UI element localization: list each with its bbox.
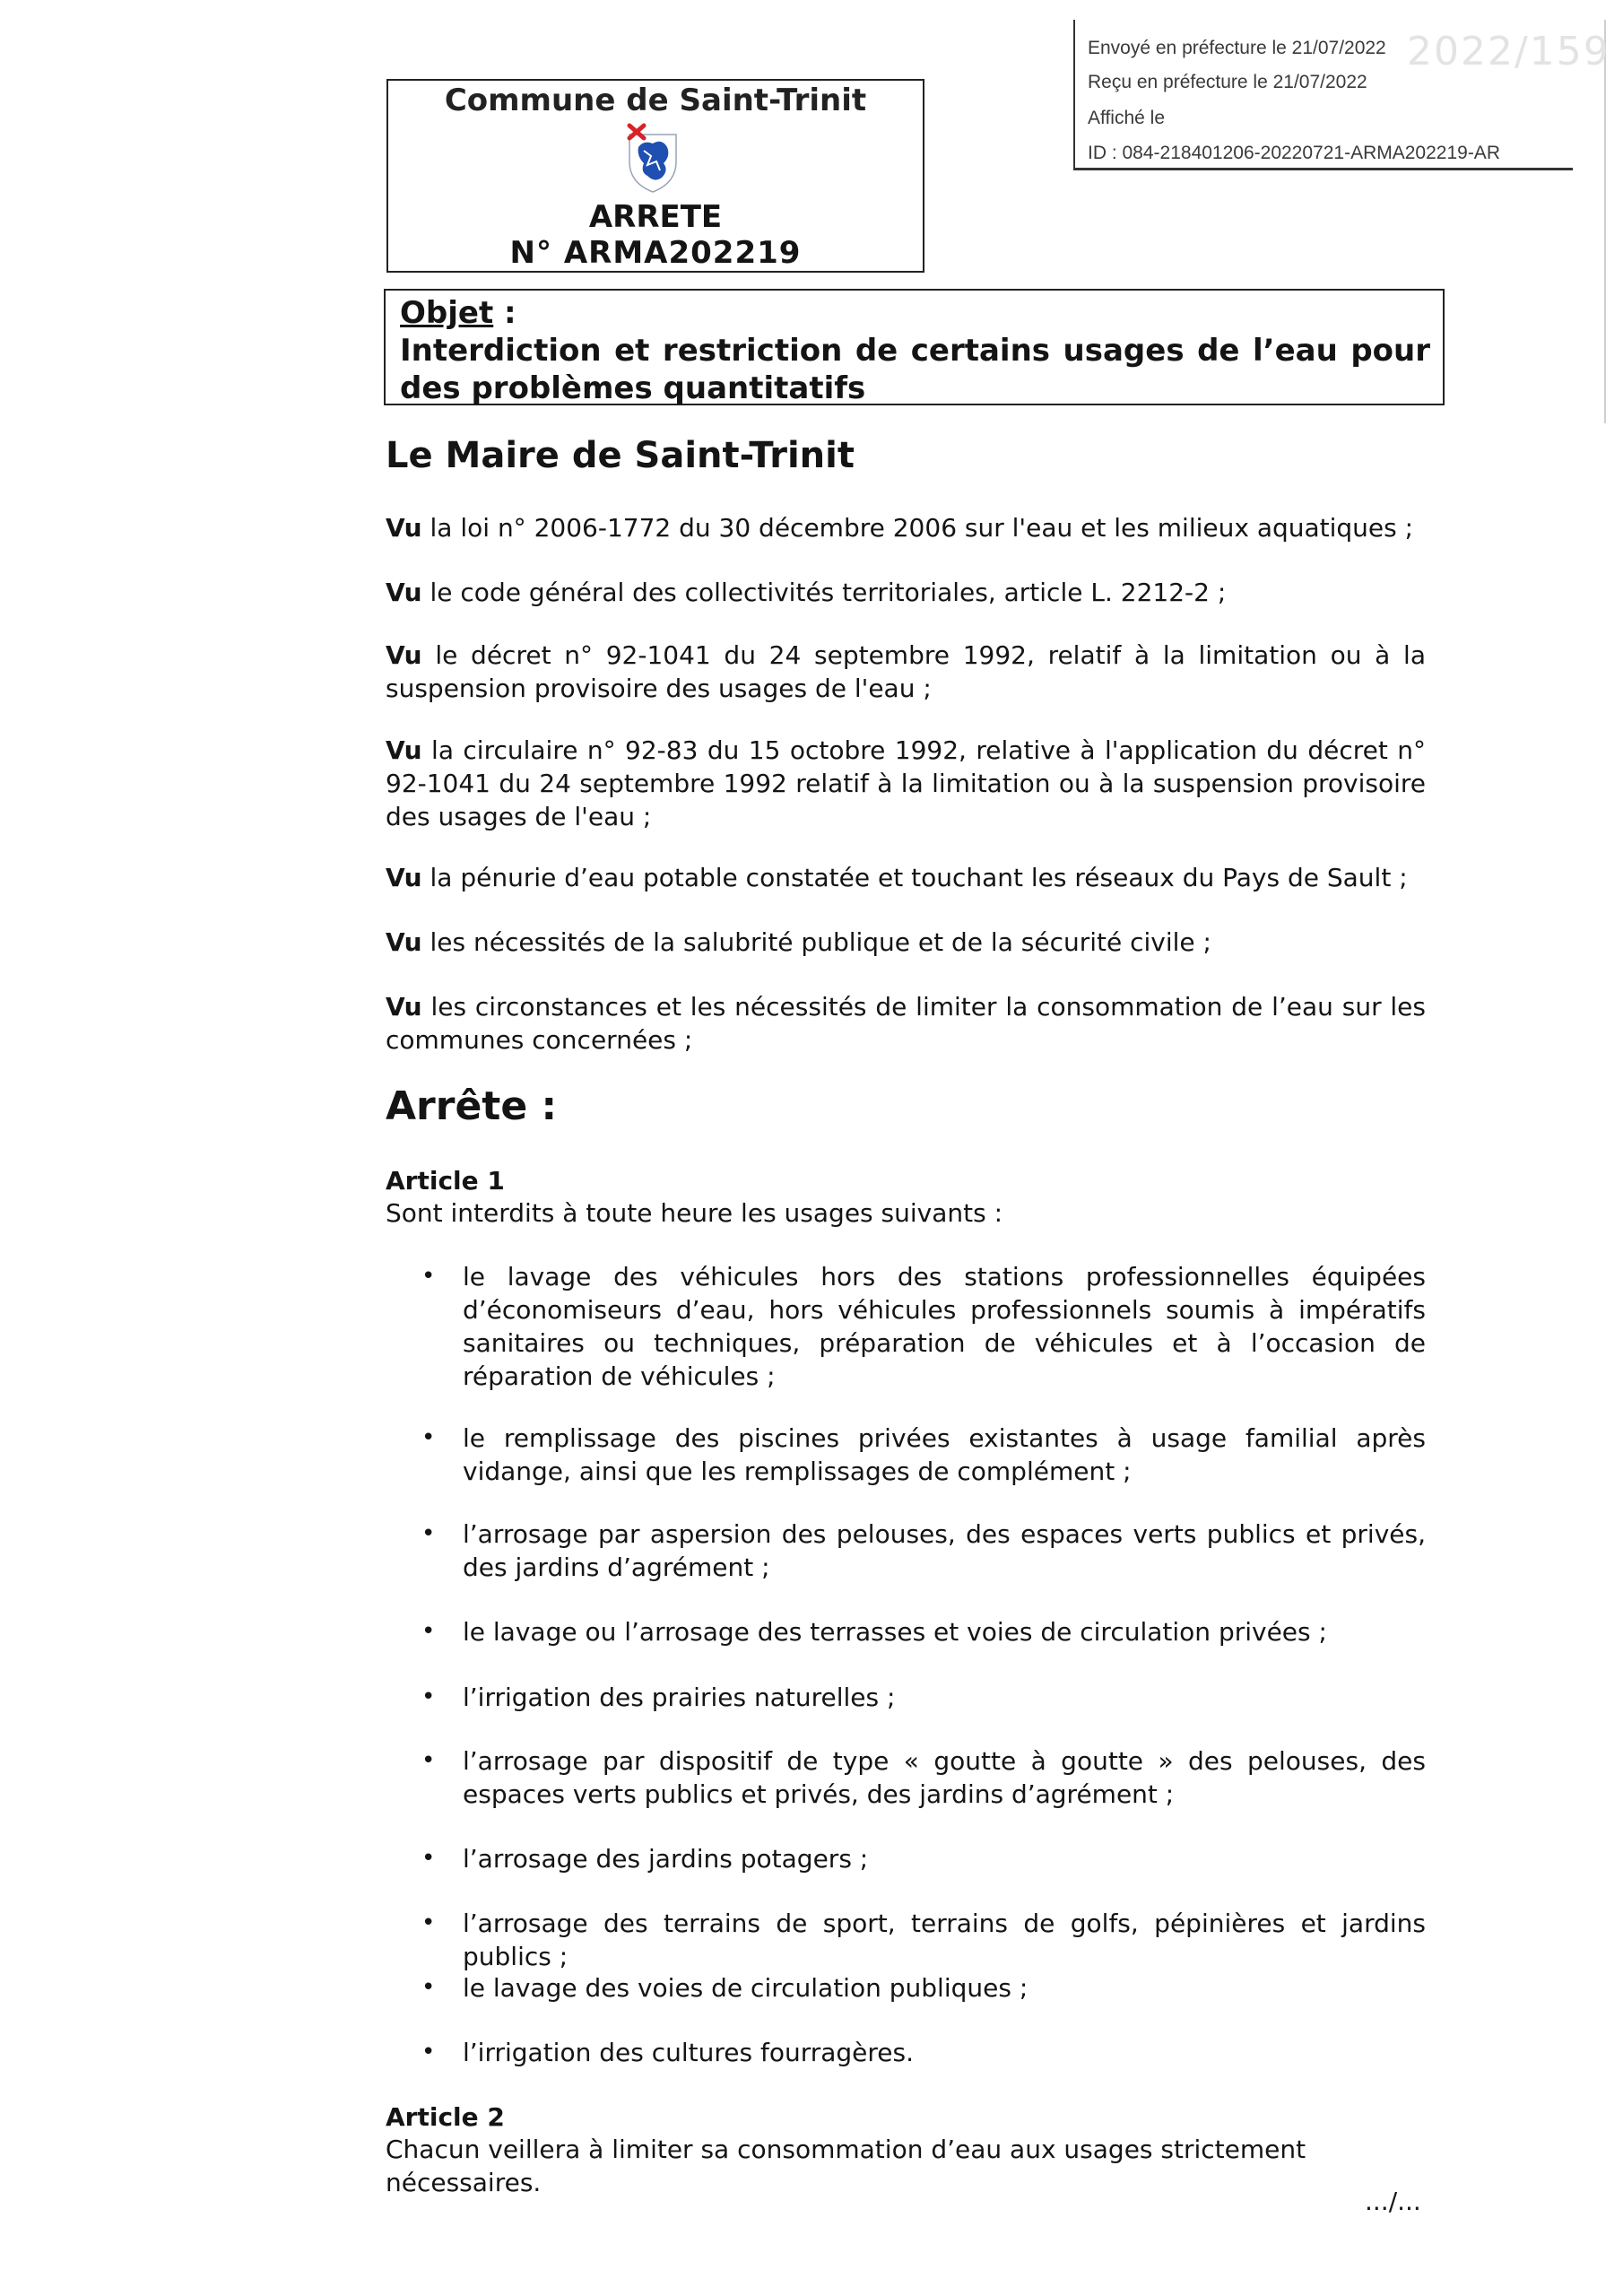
vu-keyword: Vu: [386, 640, 422, 670]
stamp-posted: Affiché le: [1088, 108, 1165, 128]
consideration-item: [386, 861, 1426, 894]
document-header: [386, 79, 924, 273]
list-item-text: le remplissage des piscines privées existantes à usage familial après vidange, ainsi que les remplissages de complément ;: [463, 1423, 1426, 1486]
list-item-text: le lavage des voies de circulation publiques ;: [463, 1973, 1028, 2003]
register-number: 2022/159: [1407, 29, 1610, 74]
consideration-text: la circulaire n° 92-83 du 15 octobre 1992, relative à l'application du décret n° 92-1041 du 24 septembre 1992 relatif à la limitation ou à la suspension provisoire des usages de l'eau ;: [386, 735, 1426, 831]
list-item-text: l’arrosage des jardins potagers ;: [463, 1844, 869, 1874]
list-item: [421, 2036, 1426, 2069]
bullet-icon: •: [421, 1263, 436, 1290]
page-edge-line: [1604, 20, 1606, 423]
article-1-intro: Sont interdits à toute heure les usages suivants :: [386, 1198, 1003, 1228]
stamp-sent-date: Envoyé en préfecture le 21/07/2022: [1088, 38, 1386, 58]
consideration-item: [386, 639, 1426, 705]
article-1-title: Article 1: [386, 1166, 505, 1196]
subject-box: [384, 289, 1445, 405]
subject-text: Interdiction et restriction de certains usages de l’eau pour des problèmes quantitatifs: [400, 333, 1430, 406]
consideration-text: le décret n° 92-1041 du 24 septembre 1992, relatif à la limitation ou à la suspension provisoire des usages de l'eau ;: [386, 640, 1426, 703]
list-item: [421, 1518, 1426, 1584]
list-item-text: le lavage des véhicules hors des stations professionnelles équipées d’économiseurs d’eau, hors véhicules professionnels soumis à impératifs sanitaires ou techniques, préparation de véhicules et à l’occasion de réparation de véhicules ;: [463, 1262, 1426, 1391]
consideration-item: [386, 990, 1426, 1057]
act-type: ARRETE: [588, 199, 723, 235]
bullet-icon: •: [421, 2039, 436, 2066]
list-item: [421, 1842, 1426, 1875]
list-item: [421, 1744, 1426, 1811]
list-item-text: l’arrosage par dispositif de type « goutte à goutte » des pelouses, des espaces verts publics et privés, des jardins d’agrément ;: [463, 1746, 1426, 1809]
bullet-icon: •: [421, 1683, 436, 1710]
decision-heading: Arrête :: [386, 1083, 558, 1129]
subject-label: Objet: [400, 295, 494, 331]
stamp-id: ID : 084-218401206-20220721-ARMA202219-AR: [1088, 143, 1500, 163]
consideration-text: les circonstances et les nécessités de limiter la consommation de l’eau sur les communes concernées ;: [386, 992, 1426, 1055]
list-item-text: l’arrosage des terrains de sport, terrains de golfs, pépinières et jardins publics ;: [463, 1909, 1426, 1971]
consideration-item: [386, 734, 1426, 833]
consideration-text: la loi n° 2006-1772 du 30 décembre 2006 sur l'eau et les milieux aquatiques ;: [421, 513, 1414, 543]
list-item-text: l’arrosage par aspersion des pelouses, des espaces verts publics et privés, des jardins d’agrément ;: [463, 1519, 1426, 1582]
bullet-icon: •: [421, 1520, 436, 1547]
vu-keyword: Vu: [386, 735, 422, 765]
vu-keyword: Vu: [386, 927, 422, 957]
bullet-icon: •: [421, 1974, 436, 2001]
list-item: [421, 1681, 1426, 1714]
consideration-text: les nécessités de la salubrité publique et de la sécurité civile ;: [421, 927, 1211, 957]
list-item: [421, 1422, 1426, 1488]
bullet-icon: •: [421, 1845, 436, 1872]
consideration-item: [386, 926, 1426, 959]
article-2-title: Article 2: [386, 2102, 505, 2132]
article-2-text: Chacun veillera à limiter sa consommation d’eau aux usages strictement nécessaires.: [386, 2135, 1306, 2197]
prefecture-stamp: [1073, 20, 1610, 170]
bullet-icon: •: [421, 1618, 436, 1645]
list-item: [421, 1971, 1426, 2005]
list-item-text: l’irrigation des prairies naturelles ;: [463, 1683, 896, 1712]
vu-keyword: Vu: [386, 863, 422, 892]
mayor-title: Le Maire de Saint-Trinit: [386, 435, 855, 476]
coat-of-arms-icon: [617, 120, 689, 196]
consideration-item: [386, 511, 1426, 544]
list-item: [421, 1260, 1426, 1393]
stamp-received-date: Reçu en préfecture le 21/07/2022: [1088, 72, 1367, 92]
consideration-text: le code général des collectivités territoriales, article L. 2212-2 ;: [421, 578, 1227, 607]
list-item: [421, 1907, 1426, 1973]
continuation-mark: .../...: [1365, 2187, 1421, 2216]
act-number: N° ARMA202219: [509, 235, 802, 271]
subject-colon: :: [493, 295, 516, 331]
list-item: [421, 1615, 1426, 1648]
vu-keyword: Vu: [386, 992, 422, 1022]
consideration-text: la pénurie d’eau potable constatée et touchant les réseaux du Pays de Sault ;: [421, 863, 1408, 892]
bullet-icon: •: [421, 1747, 436, 1774]
list-item-text: le lavage ou l’arrosage des terrasses et voies de circulation privées ;: [463, 1617, 1327, 1647]
vu-keyword: Vu: [386, 513, 422, 543]
vu-keyword: Vu: [386, 578, 422, 607]
subject-label-line: [400, 294, 1430, 332]
list-item-text: l’irrigation des cultures fourragères.: [463, 2038, 915, 2067]
bullet-icon: •: [421, 1424, 436, 1451]
consideration-item: [386, 576, 1426, 609]
commune-name: Commune de Saint-Trinit: [444, 83, 867, 118]
bullet-icon: •: [421, 1909, 436, 1936]
